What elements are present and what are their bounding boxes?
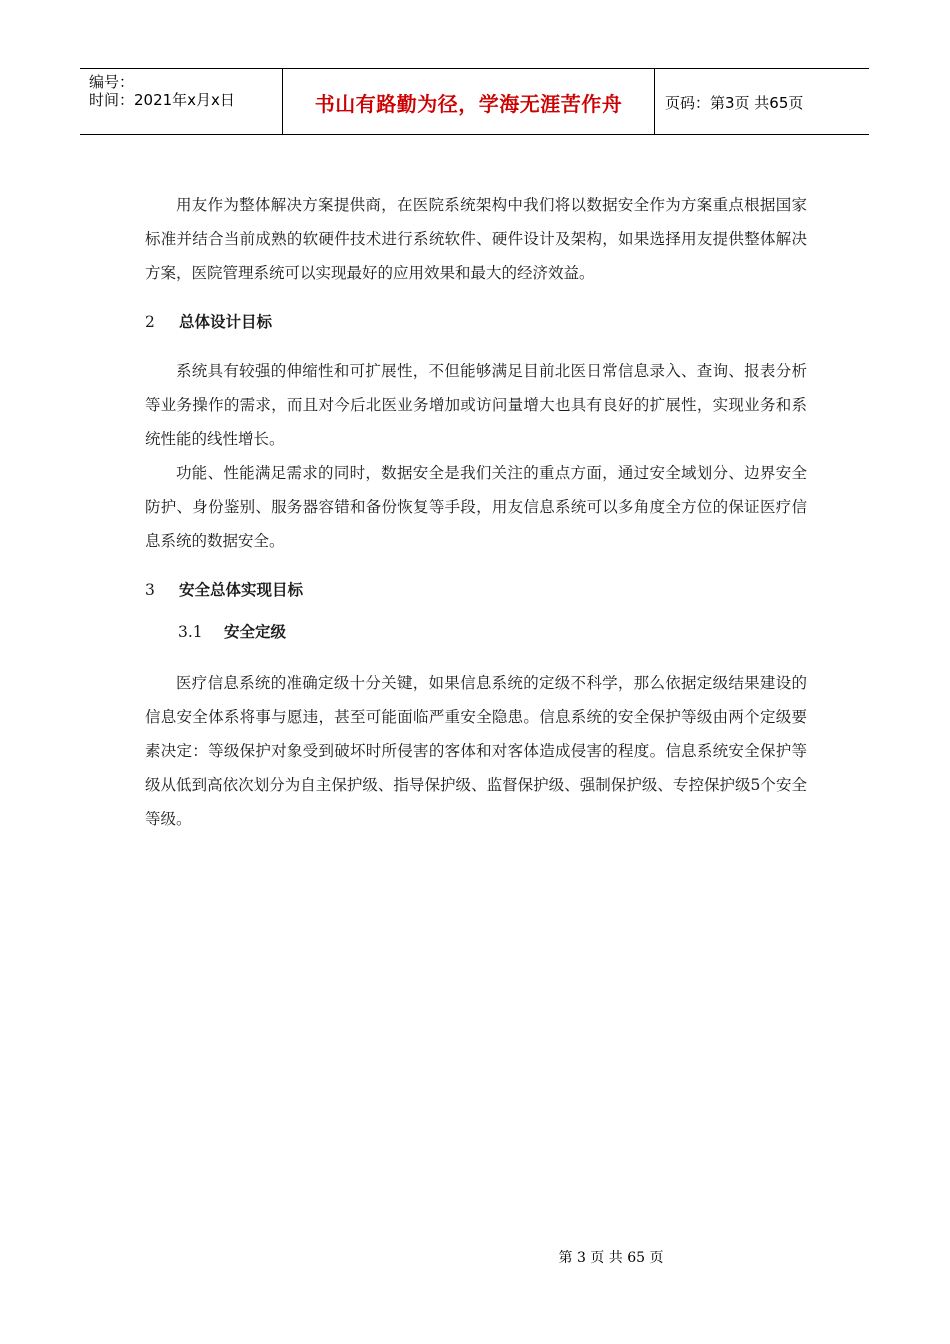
subsection-title: 安全定级 (224, 623, 287, 641)
paragraph-design-goal: 系统具有较强的伸缩性和可扩展性，不但能够满足目前北医日常信息录入、查询、报表分析等业务操作的需求，而且对今后北医业务增加或访问量增大也具有良好的扩展性，实现业务和系统性能的线性增长。 (145, 362, 807, 448)
header-motto: 书山有路勤为径，学海无涯苦作舟 (314, 91, 623, 116)
paragraph-security-level: 医疗信息系统的准确定级十分关键，如果信息系统的定级不科学，那么依据定级结果建设的信息安全体系将事与愿违，甚至可能面临严重安全隐患。信息系统的安全保护等级由两个定级要素决定：等级保护对象受到破坏时所侵害的客体和对客体造成侵害的程度。信息系统安全保护等级从低到高依次划分为自主保护级、指导保护级、监督保护级、强制保护级、专控保护级5个安全等级。 (145, 674, 807, 828)
page-header (80, 68, 869, 135)
section-number: 3 (145, 581, 155, 599)
subsection-heading-3-1 (145, 622, 807, 642)
section-title: 安全总体实现目标 (179, 581, 304, 599)
subsection-number: 3.1 (178, 623, 203, 641)
section-heading-2 (145, 312, 807, 332)
footer-page-number: 第 3 页 共 65 页 (558, 1250, 664, 1266)
page-footer (0, 1247, 950, 1267)
section-number: 2 (145, 313, 155, 331)
date-line: 时间：2021年x月x日 (89, 91, 235, 109)
paragraph-intro: 用友作为整体解决方案提供商，在医院系统架构中我们将以数据安全作为方案重点根据国家标准并结合当前成熟的软硬件技术进行系统软件、硬件设计及架构，如果选择用友提供整体解决方案，医院管理系统可以实现最好的应用效果和最大的经济效益。 (145, 196, 807, 282)
section-title: 总体设计目标 (179, 313, 273, 331)
document-body (145, 188, 807, 836)
header-page-code-cell (655, 69, 869, 135)
header-motto-cell (282, 69, 655, 135)
section-heading-3 (145, 580, 807, 600)
paragraph-data-security: 功能、性能满足需求的同时，数据安全是我们关注的重点方面，通过安全域划分、边界安全防护、身份鉴别、服务器容错和备份恢复等手段，用友信息系统可以多角度全方位的保证医疗信息系统的数据安全。 (145, 464, 807, 550)
header-page-code: 页码：第3页 共65页 (665, 93, 804, 112)
doc-number-label: 编号： (89, 73, 135, 91)
header-meta (80, 69, 282, 135)
